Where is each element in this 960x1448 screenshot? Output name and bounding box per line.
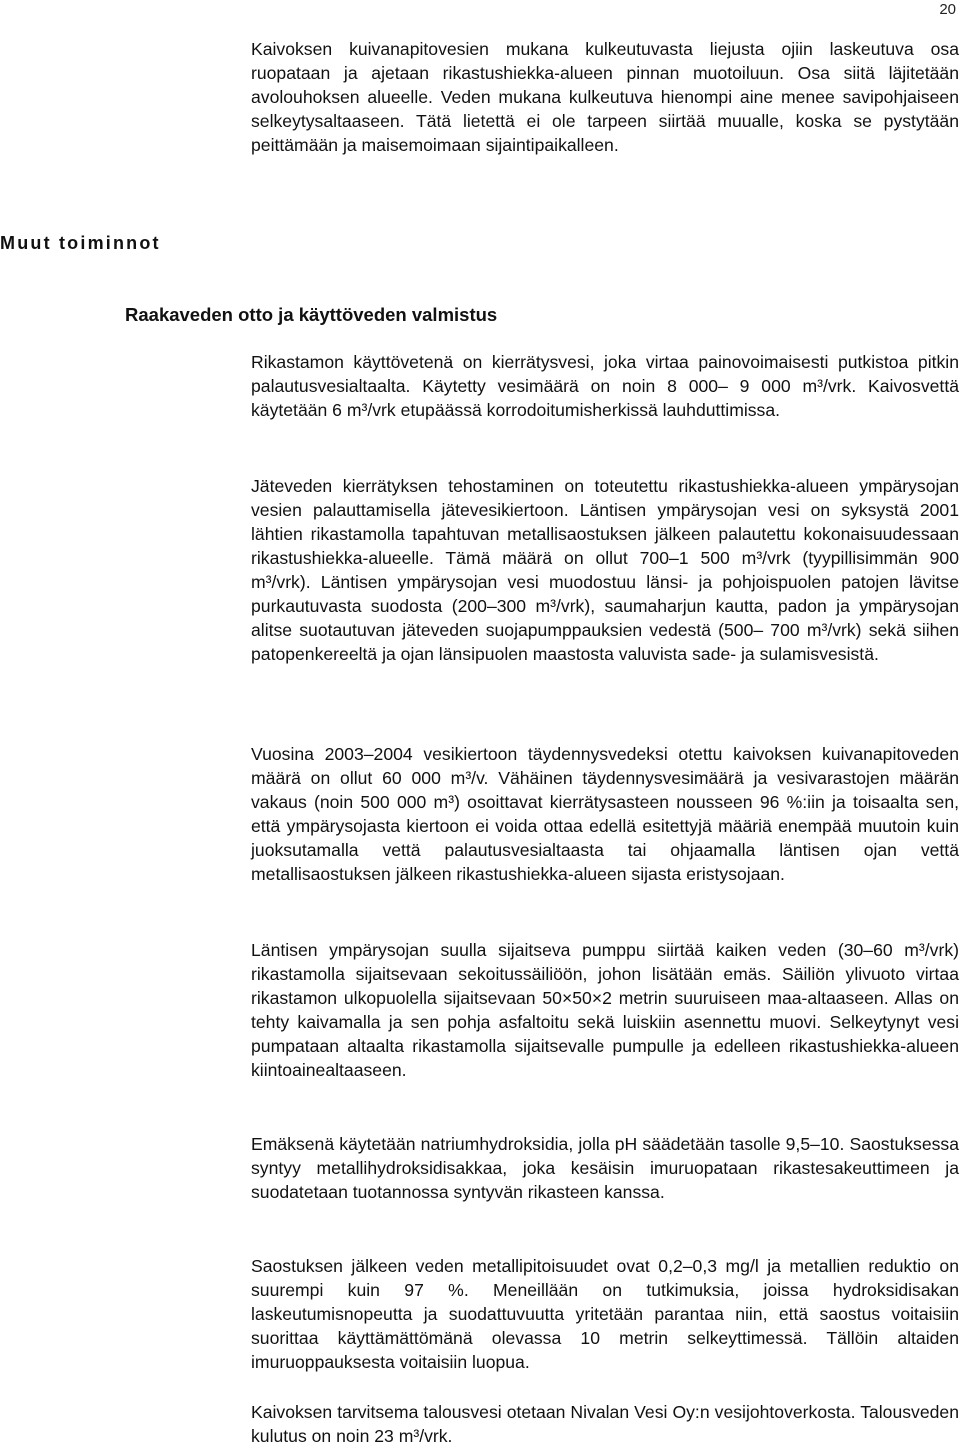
paragraph-raw-water: Rikastamon käyttövetenä on kierrätysvesi, joka virtaa painovoimaisesti putkistoa pitkin palautusvesialtaalta. Käytetty vesimäärä on noin 8 000– 9 000 m³/vrk. Kaivosvettä käytetään 6 m³/vrk etupäässä korrodoitumisherkissä lauhduttimissa. (251, 352, 959, 420)
section-heading: Muut toiminnot (0, 233, 161, 253)
sub-heading: Raakaveden otto ja käyttöveden valmistus (125, 304, 498, 325)
paragraph-wastewater-recycling: Jäteveden kierrätyksen tehostaminen on toteutettu rikastushiekka-alueen ympärysojan vesien palauttamisella jätevesikiertoon. Läntisen ympärysojan vesi on syksystä 2001 lähtien rikastamolla tapahtuvan metallisaostuksen jälkeen palautettu kokonaisuudessaan rikastushiekka-alueelle. Tämä määrä on ollut 700–1 500 m³/vrk (tyypillisimmän 900 m³/vrk). Läntisen ympärysojan vesi muodostuu länsi- ja pohjoispuolen patojen lävitse purkautuvasta suodosta (200–300 m³/vrk), saumaharjun kautta, padon ja ympärysojan alitse suotautuvan jäteveden suojapumppauksien vedestä (500– 700 m³/vrk) sekä siihen patopenkereeltä ja ojan länsipuolen maastosta valuvista sade- ja sulamisvesistä. (251, 476, 959, 664)
paragraph-domestic-water: Kaivoksen tarvitsema talousvesi otetaan Nivalan Vesi Oy:n vesijohtoverkosta. Talousveden kulutus on noin 23 m³/vrk. (251, 1402, 959, 1446)
paragraph-metal-reduction: Saostuksen jälkeen veden metallipitoisuudet ovat 0,2–0,3 mg/l ja metallien reduktio on suurempi kuin 97 %. Meneillään on tutkimuksia, joissa hydroksidisakan laskeutumisnopeutta ja suodattuvuutta yritetään parantaa niin, että saostus voitaisiin suorittaa käyttämättömänä olevassa 10 metrin selkeyttimessä. Tällöin altaiden imuruoppauksesta voitaisiin luopua. (251, 1256, 959, 1372)
paragraph-ph-adjustment: Emäksenä käytetään natriumhydroksidia, jolla pH säädetään tasolle 9,5–10. Saostuksessa syntyy metallihydroksidisakkaa, joka kesäisin imuruopataan rikastesakeuttimeen ja suodatetaan tuotannossa syntyvän rikasteen kanssa. (251, 1134, 959, 1202)
paragraph-pump-transfer: Läntisen ympärysojan suulla sijaitseva pumppu siirtää kaiken veden (30–60 m³/vrk) rikastamolla sijaitsevaan sekoitussäiliöön, johon lisätään emäs. Säiliön ylivuoto virtaa rikastamon ulkopuolella sijaitsevaan 50×50×2 metrin suuruiseen maa-altaaseen. Allas on tehty kaivamalla ja sen pohja asfaltoitu sekä luiskiin asennettu muovi. Selkeytynyt vesi pumpataan altaalta rikastamolla sijaitsevalle pumpulle ja edelleen rikastushiekka-alueen kiintoainealtaaseen. (251, 940, 959, 1080)
page-number: 20 (939, 1, 956, 18)
intro-paragraph: Kaivoksen kuivanapitovesien mukana kulkeutuvasta liejusta ojiin laskeutuva osa ruopataan ja ajetaan rikastushiekka-alueen pinnan muotoiluun. Osa siitä läjitetään avolouhoksen alueelle. Veden mukana kulkeutuva hienompi aine menee savipohjaiseen selkeytysaltaaseen. Tätä lietettä ei ole tarpeen siirtää muualle, koska se pystytään peittämään ja maisemoimaan sijaintipaikalleen. (251, 39, 959, 155)
paragraph-make-up-water: Vuosina 2003–2004 vesikiertoon täydennysvedeksi otettu kaivoksen kuivanapitoveden määrä on ollut 60 000 m³/v. Vähäinen täydennysvesimäärä ja vesivarastojen määrän vakaus (noin 500 000 m³) osoittavat kierrätysasteen nousseen 96 %:iin ja toisaalta sen, että ympärysojasta kiertoon ei voida ottaa edellä esitettyjä määriä enempää muutoin kuin juoksutamalla vettä palautusvesialtaasta tai ohjaamalla läntisen ojan vettä metallisaostuksen jälkeen rikastushiekka-alueen sijasta eristysojaan. (251, 744, 959, 884)
